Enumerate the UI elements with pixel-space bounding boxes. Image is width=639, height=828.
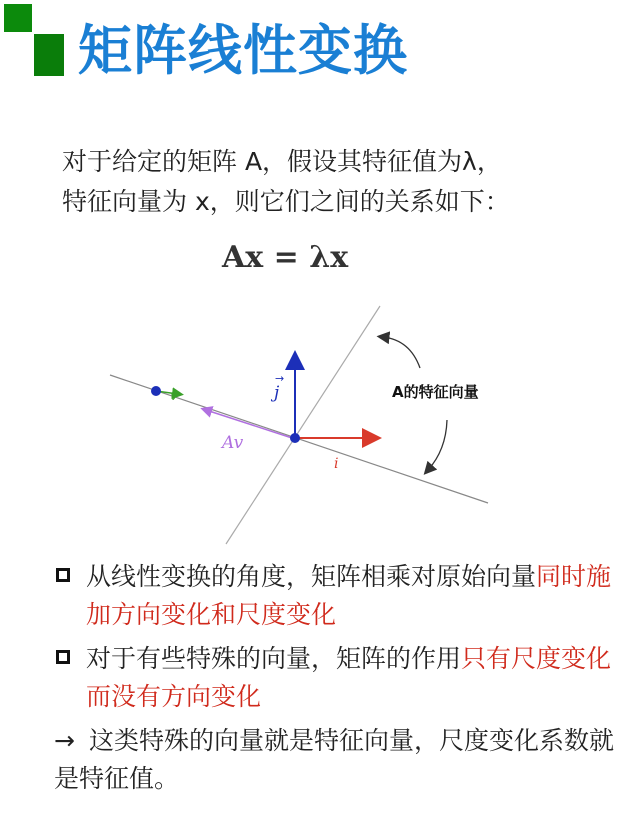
label-i: i: [334, 456, 339, 472]
curved-arrow-top: [383, 337, 420, 368]
intro-line-1: 对于给定的矩阵 A，假设其特征值为λ，: [62, 147, 502, 176]
bullet-item-1: [54, 558, 629, 634]
curved-arrow-bottom: [428, 420, 447, 470]
label-Av: Av: [222, 433, 244, 453]
bullet-list: [54, 558, 629, 798]
page-title: 矩阵线性变换: [78, 19, 408, 82]
transformed-axis-line: [226, 306, 380, 544]
eigenvector-diagram: [0, 290, 639, 550]
bullet-item-2: [54, 640, 629, 716]
label-eigenvector: A的特征向量: [392, 383, 479, 401]
conclusion-line: [54, 722, 629, 798]
bullet-2-highlight: 只有尺度变化而没有方向变化: [86, 644, 612, 711]
logo-square-top: [4, 4, 32, 32]
logo-square-bottom: [34, 34, 64, 76]
intro-text: [62, 142, 622, 222]
v-point: [151, 386, 161, 396]
eigen-formula: Ax = λx: [222, 240, 349, 275]
checkbox-icon: [56, 650, 70, 664]
label-j-arrow: →: [275, 372, 285, 385]
checkbox-icon: [56, 568, 70, 582]
conclusion-text: 这类特殊的向量就是特征向量，尺度变化系数就是特征值。: [54, 726, 614, 793]
bullet-2-text: 对于有些特殊的向量，矩阵的作用: [86, 644, 462, 673]
intro-line-2: 特征向量为 x，则它们之间的关系如下：: [62, 187, 510, 216]
origin-point: [290, 433, 300, 443]
bullet-1-highlight: 同时施加方向变化和尺度变化: [86, 562, 612, 629]
label-v: v: [170, 389, 178, 404]
av-vector: [206, 410, 292, 438]
bullet-1-text: 从线性变换的角度，矩阵相乘对原始向量: [86, 562, 537, 591]
right-arrow-icon: →: [54, 726, 75, 755]
label-j: j: [274, 383, 280, 403]
